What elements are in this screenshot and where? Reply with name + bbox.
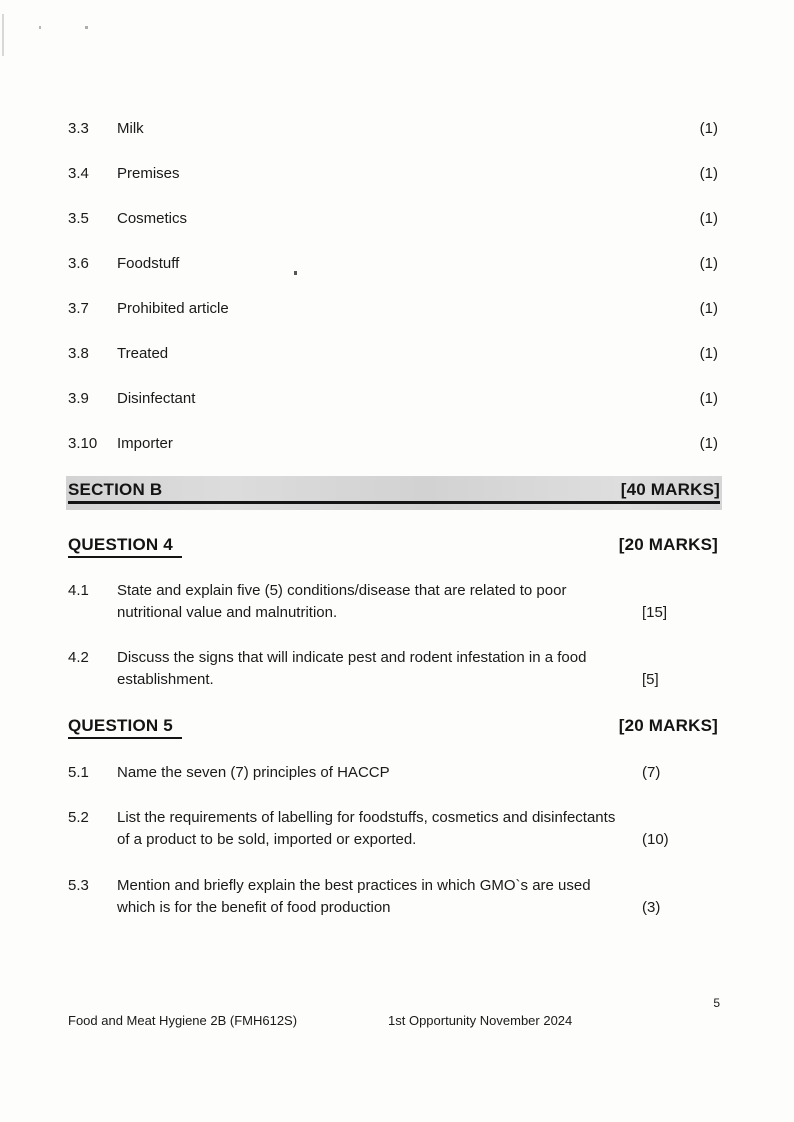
definition-list (68, 121, 718, 481)
question-title: QUESTION 4 (68, 535, 182, 558)
item-number: 3.10 (68, 435, 98, 452)
item-text-line: Name the seven (7) principles of HACCP (117, 764, 390, 781)
definition-row (68, 166, 718, 182)
item-term: Cosmetics (117, 210, 188, 227)
item-number: 3.8 (68, 345, 89, 362)
item-text (117, 762, 642, 784)
item-marks: (10) (642, 831, 669, 848)
question-title: QUESTION 5 (68, 716, 182, 739)
definition-row (68, 301, 718, 317)
section-title: SECTION B (68, 480, 163, 499)
section-marks: [40 MARKS] (620, 480, 720, 499)
item-text-line: List the requirements of labelling for foodstuffs, cosmetics and disinfectants (117, 809, 616, 826)
item-marks: (1) (699, 345, 718, 362)
item-number: 5.1 (68, 764, 89, 781)
item-marks: (1) (699, 210, 718, 227)
item-term: Foodstuff (117, 255, 180, 272)
item-term: Disinfectant (117, 390, 196, 407)
definition-row (68, 436, 718, 452)
item-number: 4.2 (68, 649, 89, 666)
question-item-4-2 (68, 647, 718, 691)
item-number: 5.3 (68, 877, 89, 894)
scan-artifact-speck (39, 26, 41, 29)
definition-row (68, 211, 718, 227)
item-marks: (1) (699, 255, 718, 272)
item-marks: (1) (699, 390, 718, 407)
footer-course-title: Food and Meat Hygiene 2B (FMH612S) (68, 1013, 298, 1028)
definition-row (68, 391, 718, 407)
item-marks: [15] (642, 604, 668, 621)
item-term: Prohibited article (117, 300, 229, 317)
footer-exam-session: 1st Opportunity November 2024 (388, 1013, 573, 1028)
question-item-5-2 (68, 807, 718, 851)
item-text (117, 580, 642, 624)
question-item-4-1 (68, 580, 718, 624)
item-number: 5.2 (68, 809, 89, 826)
item-marks: (1) (699, 165, 718, 182)
item-term: Treated (117, 345, 169, 362)
item-number: 3.3 (68, 120, 89, 137)
item-text-line: nutritional value and malnutrition. (117, 604, 338, 621)
item-number: 3.6 (68, 255, 89, 272)
item-marks: (1) (699, 120, 718, 137)
question-4-header (68, 535, 718, 558)
item-text-line: establishment. (117, 671, 214, 688)
item-text-line: of a product to be sold, imported or exported. (117, 831, 417, 848)
scan-artifact-line (2, 14, 4, 56)
item-term: Importer (117, 435, 173, 452)
page-number: 5 (713, 996, 720, 1010)
item-term: Premises (117, 165, 180, 182)
item-term: Milk (117, 120, 144, 137)
item-number: 3.9 (68, 390, 89, 407)
item-marks: (7) (642, 764, 661, 781)
item-marks: [5] (642, 671, 659, 688)
definition-row (68, 256, 718, 272)
item-number: 3.7 (68, 300, 89, 317)
item-marks: (1) (699, 300, 718, 317)
scan-artifact-speck (85, 26, 88, 29)
item-marks: (1) (699, 435, 718, 452)
item-number: 3.5 (68, 210, 89, 227)
item-text-line: Mention and briefly explain the best practices in which GMO`s are used (117, 877, 591, 894)
item-number: 4.1 (68, 582, 89, 599)
question-item-5-3 (68, 875, 718, 919)
item-number: 3.4 (68, 165, 89, 182)
item-text-line: Discuss the signs that will indicate pest and rodent infestation in a food (117, 649, 587, 666)
item-text (117, 647, 642, 691)
question-item-5-1 (68, 762, 718, 784)
question-marks: [20 MARKS] (618, 535, 718, 554)
item-text (117, 807, 642, 851)
definition-row (68, 121, 718, 137)
question-5-header (68, 716, 718, 739)
definition-row (68, 346, 718, 362)
question-marks: [20 MARKS] (618, 716, 718, 735)
item-text-line: State and explain five (5) conditions/disease that are related to poor (117, 582, 567, 599)
item-text-line: which is for the benefit of food production (117, 899, 391, 916)
section-b-header-bar (66, 476, 722, 510)
item-marks: (3) (642, 899, 661, 916)
item-text (117, 875, 642, 919)
